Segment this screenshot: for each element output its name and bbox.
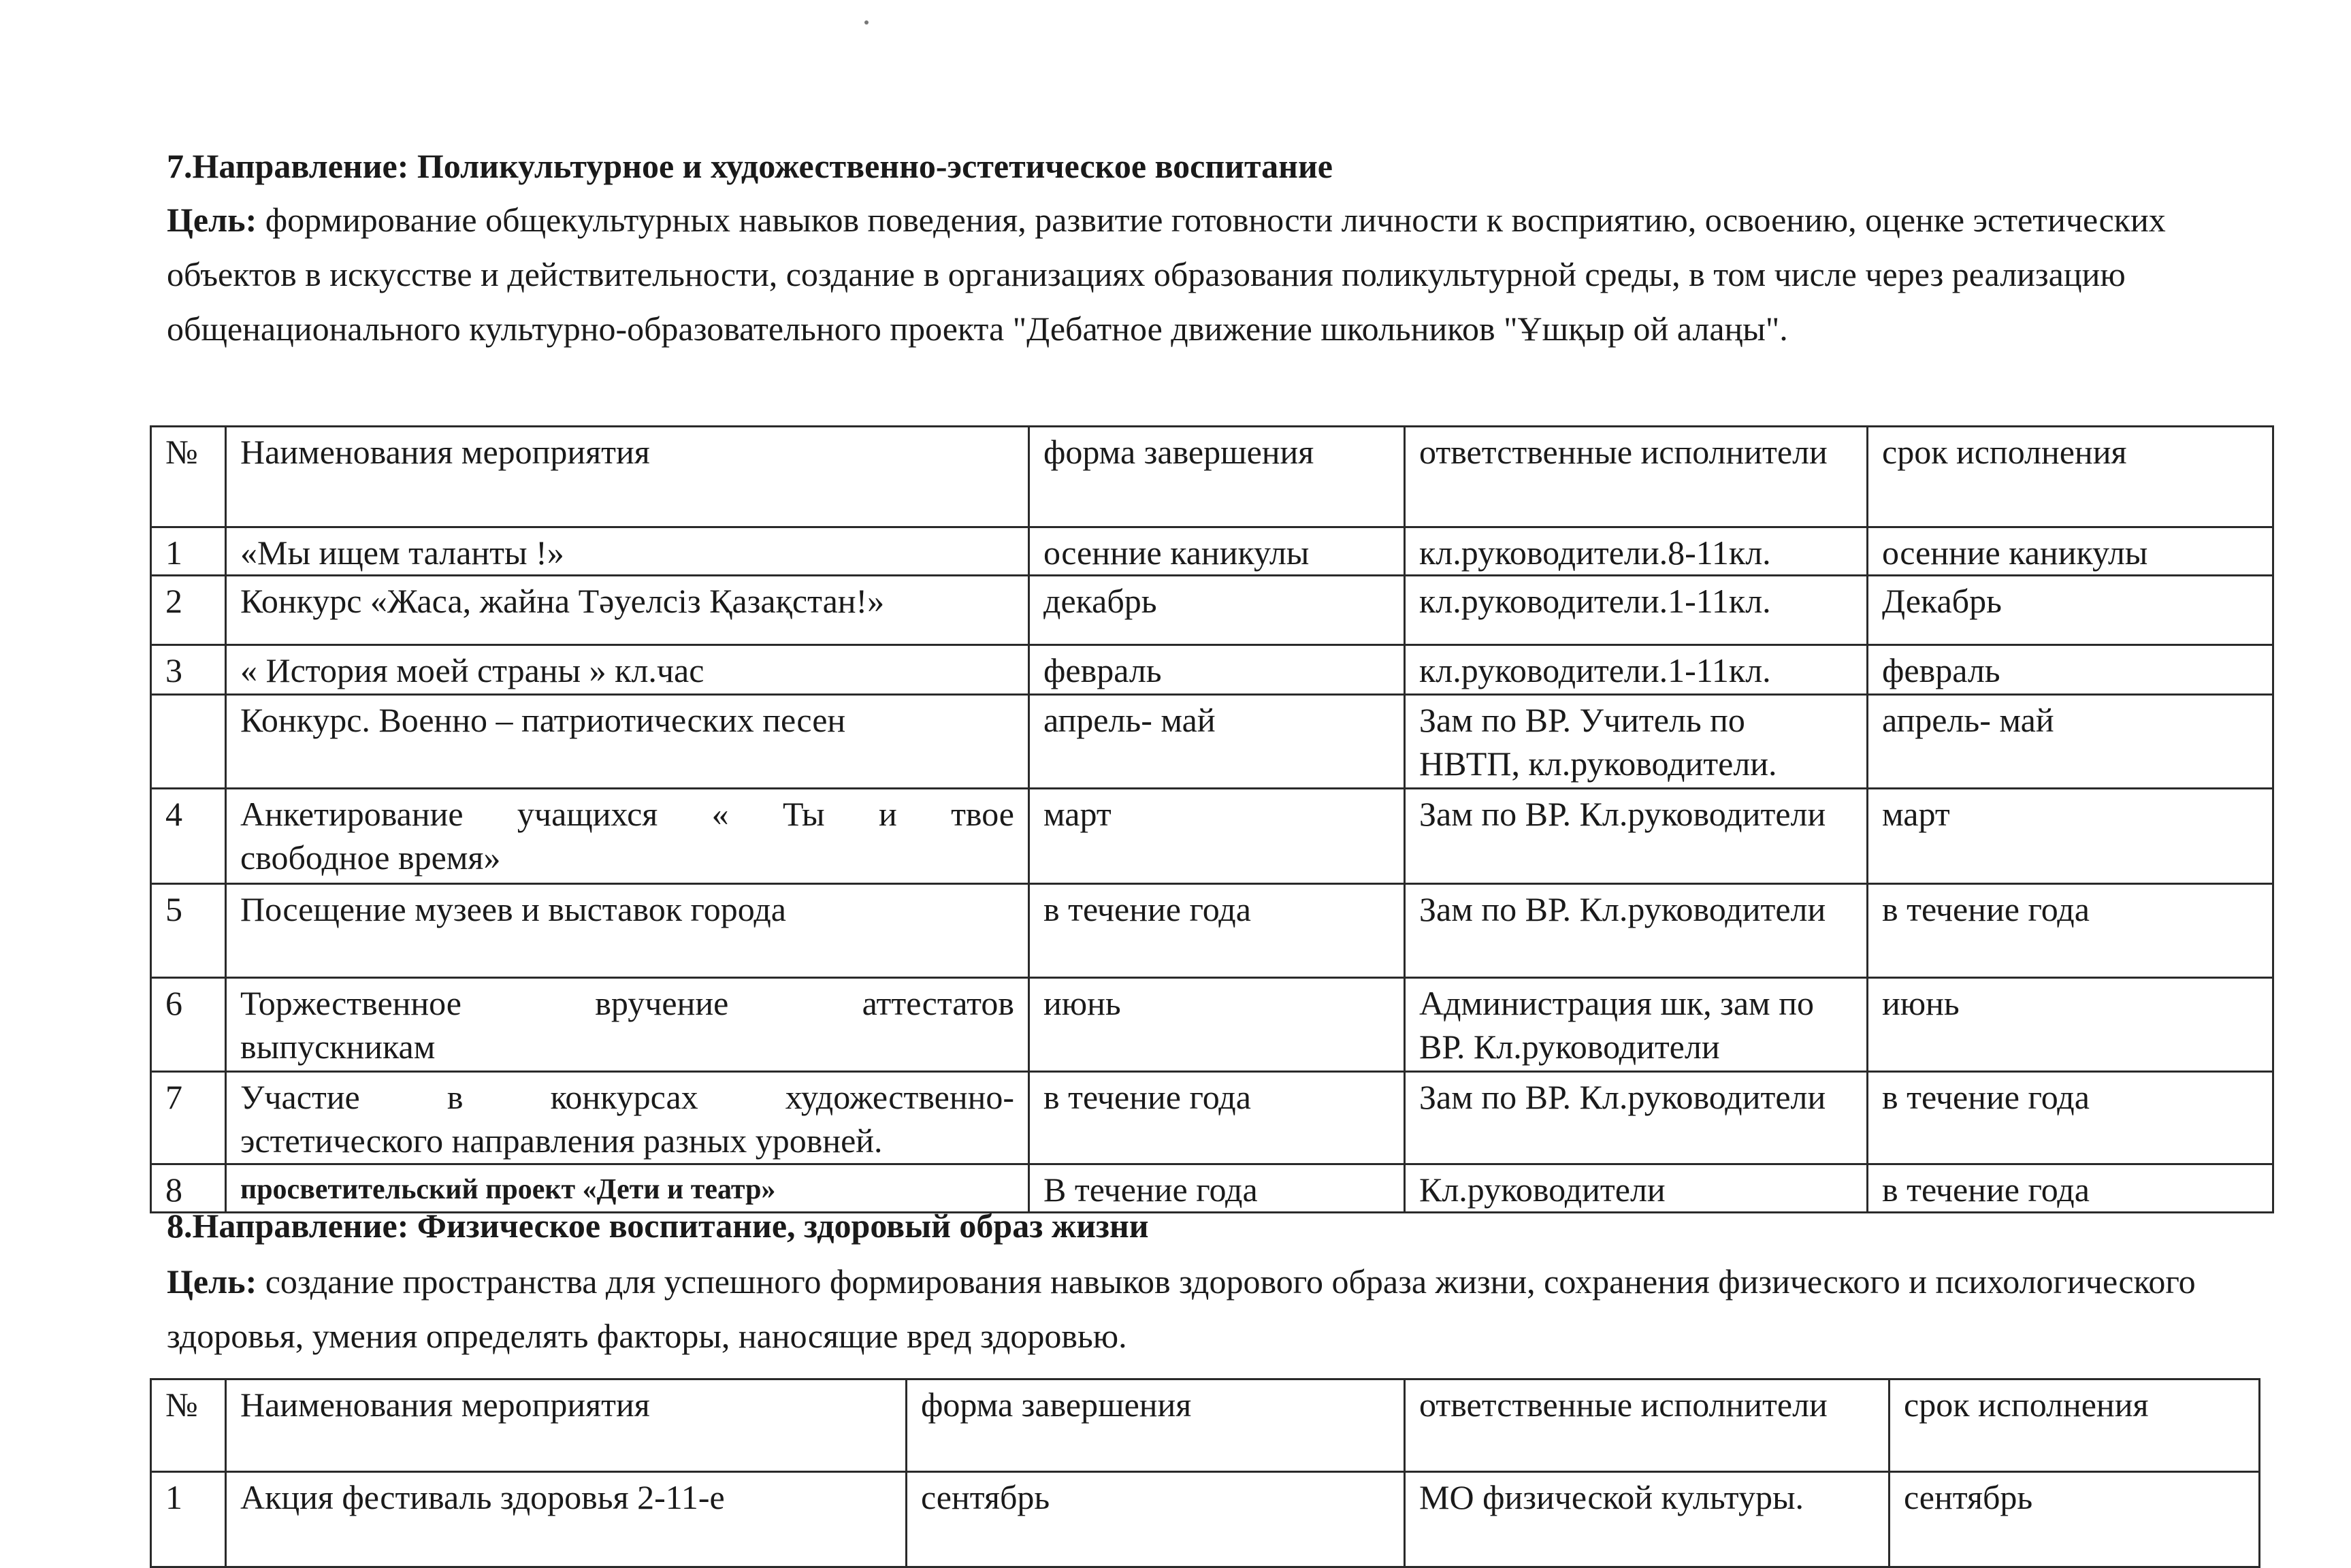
- row-responsible: Администрация шк, зам по ВР. Кл.руководители: [1405, 978, 1868, 1072]
- table-row: [151, 527, 2273, 576]
- row-term: Декабрь: [1868, 576, 2273, 645]
- row-name-line: эстетического направления разных уровней.: [240, 1122, 883, 1160]
- row-responsible: Зам по ВР. Кл.руководители: [1405, 789, 1868, 884]
- row-form: февраль: [1029, 645, 1405, 695]
- header-form: форма завершения: [907, 1379, 1405, 1472]
- row-num: 2: [151, 576, 226, 645]
- header-responsible: ответственные исполнители: [1405, 427, 1868, 527]
- row-num: 5: [151, 884, 226, 978]
- row-form: осенние каникулы: [1029, 527, 1405, 576]
- row-form: в течение года: [1029, 1072, 1405, 1164]
- row-term: в течение года: [1868, 1164, 2273, 1213]
- section-8-goal: [167, 1254, 2297, 1363]
- section-7-table: [150, 425, 2274, 1213]
- row-num: 3: [151, 645, 226, 695]
- scan-speck: [864, 20, 869, 24]
- table-row: [151, 789, 2273, 884]
- table-row: [151, 1072, 2273, 1164]
- row-name: « История моей страны » кл.час: [226, 645, 1029, 695]
- row-term: март: [1868, 789, 2273, 884]
- row-name-line: Анкетирование учащихся « Ты и твое: [240, 795, 1014, 833]
- row-term: июнь: [1868, 978, 2273, 1072]
- row-num: 6: [151, 978, 226, 1072]
- table-row: [151, 1472, 2260, 1567]
- row-name: Акция фестиваль здоровья 2-11-е: [226, 1472, 907, 1567]
- row-term: апрель- май: [1868, 695, 2273, 789]
- row-name: Конкурс. Военно – патриотических песен: [226, 695, 1029, 789]
- row-form: декабрь: [1029, 576, 1405, 645]
- row-form: в течение года: [1029, 884, 1405, 978]
- header-form: форма завершения: [1029, 427, 1405, 527]
- table-row: [151, 576, 2273, 645]
- row-responsible: Кл.руководители: [1405, 1164, 1868, 1213]
- section-8-table: [150, 1378, 2260, 1568]
- row-num: 8: [151, 1164, 226, 1213]
- row-name-line: выпускникам: [240, 1028, 436, 1066]
- row-name-line: Участие в конкурсах художественно-: [240, 1078, 1014, 1116]
- row-num: 1: [151, 527, 226, 576]
- goal-label: Цель:: [167, 201, 257, 239]
- header-responsible: ответственные исполнители: [1405, 1379, 1890, 1472]
- row-term: осенние каникулы: [1868, 527, 2273, 576]
- row-form: апрель- май: [1029, 695, 1405, 789]
- header-name: Наименования мероприятия: [226, 427, 1029, 527]
- table-header-row: [151, 1379, 2260, 1472]
- row-responsible: Зам по ВР. Учитель по НВТП, кл.руководители.: [1405, 695, 1868, 789]
- row-num: 4: [151, 789, 226, 884]
- table-row: [151, 695, 2273, 789]
- section-8-heading: 8.Направление: Физическое воспитание, здоровый образ жизни: [167, 1207, 1149, 1245]
- table-header-row: [151, 427, 2273, 527]
- goal-text: формирование общекультурных навыков поведения, развитие готовности личности к восприятию, освоению, оценке эстетических объектов в искусстве и действительности, создание в организациях образования поликультурной среды, в том числе через реализацию общенационального культурно-образовательного проекта "Дебатное движение школьников "Ұшқыр ой алаңы".: [167, 201, 2166, 348]
- row-responsible: МО физической культуры.: [1405, 1472, 1890, 1567]
- row-name: Посещение музеев и выставок города: [226, 884, 1029, 978]
- row-num: 7: [151, 1072, 226, 1164]
- row-form: июнь: [1029, 978, 1405, 1072]
- row-responsible: кл.руководители.8-11кл.: [1405, 527, 1868, 576]
- row-responsible: Зам по ВР. Кл.руководители: [1405, 1072, 1868, 1164]
- row-name: [226, 1072, 1029, 1164]
- row-name: [226, 789, 1029, 884]
- header-term: срок исполнения: [1890, 1379, 2260, 1472]
- row-name-line: свободное время»: [240, 838, 501, 877]
- row-name: Конкурс «Жаса, жайна Тәуелсіз Қазақстан!»: [226, 576, 1029, 645]
- row-name: просветительский проект «Дети и театр»: [226, 1164, 1029, 1213]
- header-term: срок исполнения: [1868, 427, 2273, 527]
- header-name: Наименования мероприятия: [226, 1379, 907, 1472]
- table-row: [151, 884, 2273, 978]
- header-num: №: [151, 427, 226, 527]
- section-7-heading: 7.Направление: Поликультурное и художественно-эстетическое воспитание: [167, 147, 1333, 185]
- row-name: «Мы ищем таланты !»: [226, 527, 1029, 576]
- table-row: [151, 645, 2273, 695]
- table-row: [151, 978, 2273, 1072]
- row-name-line: Торжественное вручение аттестатов: [240, 984, 1014, 1022]
- row-form: март: [1029, 789, 1405, 884]
- row-form: сентябрь: [907, 1472, 1405, 1567]
- goal-text: создание пространства для успешного формирования навыков здорового образа жизни, сохранения физического и психологического здоровья, умения определять факторы, наносящие вред здоровью.: [167, 1262, 2196, 1355]
- row-responsible: кл.руководители.1-11кл.: [1405, 576, 1868, 645]
- row-num: 1: [151, 1472, 226, 1567]
- section-7-goal: [167, 193, 2297, 356]
- row-responsible: кл.руководители.1-11кл.: [1405, 645, 1868, 695]
- goal-label: Цель:: [167, 1262, 257, 1301]
- row-num: [151, 695, 226, 789]
- row-name: [226, 978, 1029, 1072]
- row-term: февраль: [1868, 645, 2273, 695]
- row-form: В течение года: [1029, 1164, 1405, 1213]
- header-num: №: [151, 1379, 226, 1472]
- row-term: в течение года: [1868, 1072, 2273, 1164]
- row-term: сентябрь: [1890, 1472, 2260, 1567]
- row-responsible: Зам по ВР. Кл.руководители: [1405, 884, 1868, 978]
- row-term: в течение года: [1868, 884, 2273, 978]
